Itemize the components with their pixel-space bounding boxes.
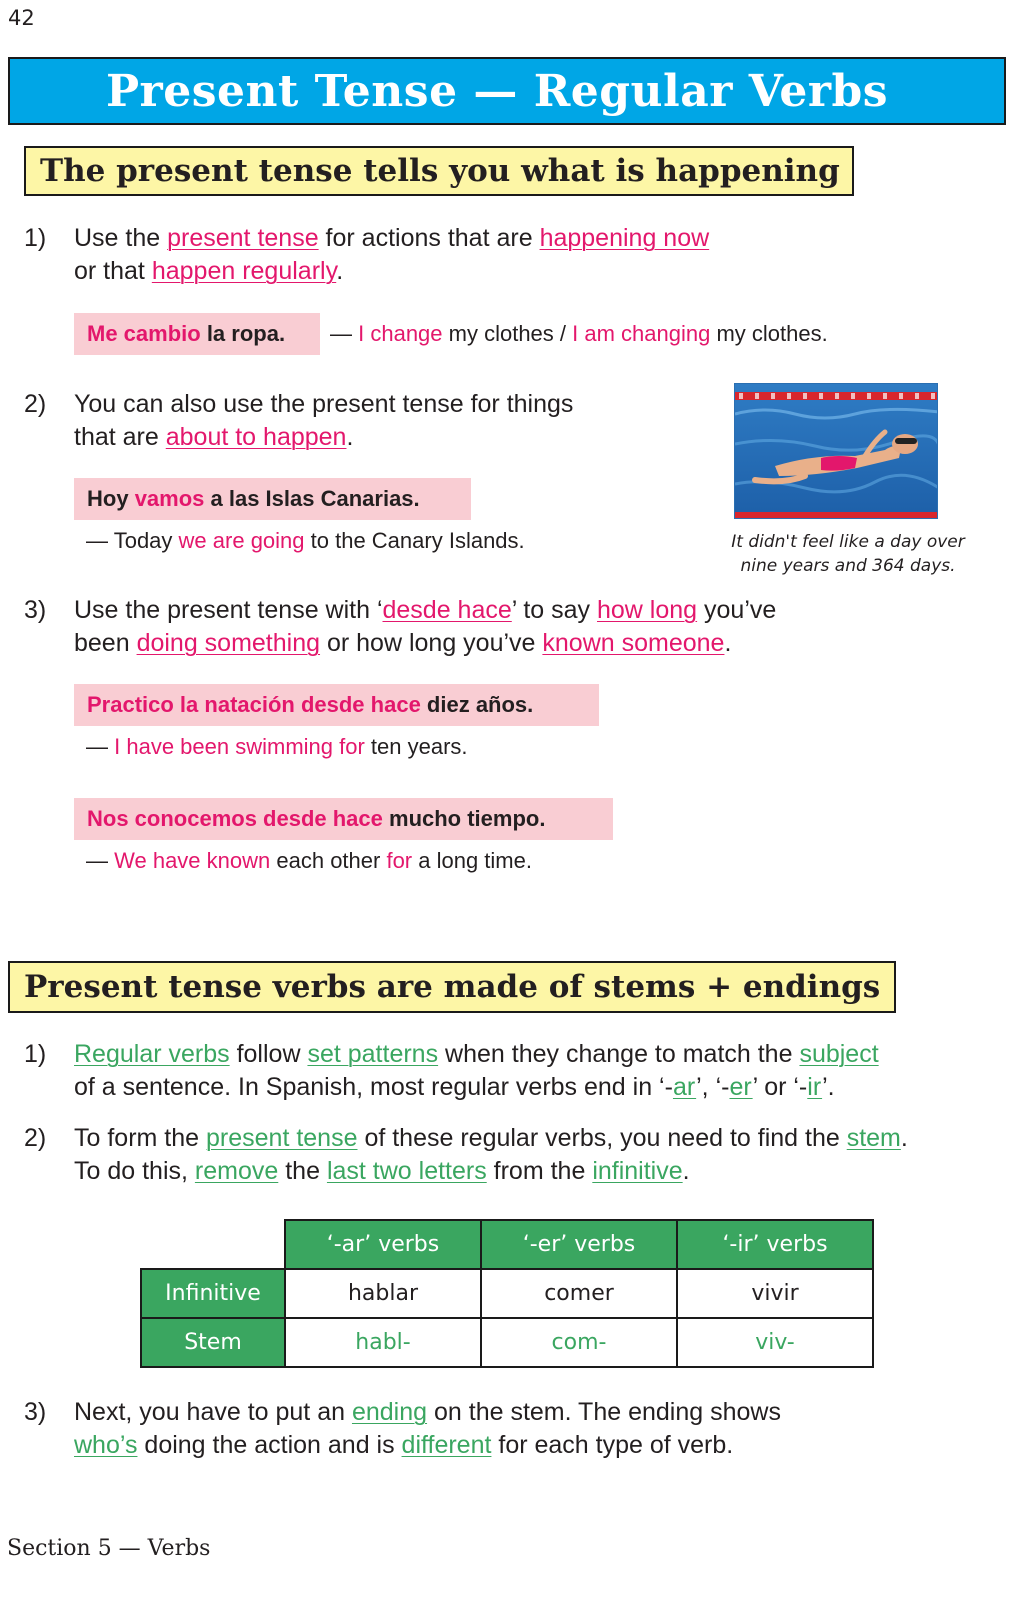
table-cell: com- <box>481 1318 677 1367</box>
point-text <box>74 1038 879 1104</box>
text: that are <box>74 423 166 451</box>
text: to the Canary Islands. <box>304 528 525 553</box>
footer-section-label: Section 5 — Verbs <box>7 1536 211 1561</box>
point-number: 3) <box>24 1398 47 1426</box>
point-text <box>74 594 776 660</box>
translation-highlight: We have known <box>114 848 271 873</box>
text: . <box>724 629 732 657</box>
table-cell: vivir <box>677 1269 873 1318</box>
keyword-set-patterns: set patterns <box>307 1040 439 1068</box>
table-cell: comer <box>481 1269 677 1318</box>
title-bar <box>8 57 1006 125</box>
page-number: 42 <box>8 6 35 30</box>
table-corner <box>141 1220 285 1269</box>
text: To do this, <box>74 1157 195 1185</box>
example-text: diez años. <box>420 692 534 717</box>
example-box-nos-conocemos <box>74 798 613 840</box>
text: the <box>278 1157 327 1185</box>
keyword-subject: subject <box>799 1040 879 1068</box>
example-text: a las Islas Canarias. <box>204 486 420 511</box>
text: for actions that are <box>318 224 540 252</box>
text: ’ or ‘- <box>752 1073 808 1101</box>
section-heading-present-tense: The present tense tells you what is happening <box>24 146 854 196</box>
keyword-doing-something: doing something <box>136 629 321 657</box>
table-cell: habl- <box>285 1318 481 1367</box>
text: you’ve <box>697 596 777 624</box>
text: each other <box>270 848 387 873</box>
caption-line: nine years and 364 days. <box>740 556 956 576</box>
table-row-label-infinitive: Infinitive <box>141 1269 285 1318</box>
translation-highlight: I have been swimming for <box>114 734 365 759</box>
text: Use the <box>74 224 168 252</box>
keyword-stem: stem <box>846 1124 901 1152</box>
text: — <box>330 321 359 346</box>
translation-highlight: I change <box>358 321 443 346</box>
table-row <box>141 1269 873 1318</box>
point-2-find-stem <box>24 1122 1004 1192</box>
text: — <box>86 848 115 873</box>
keyword-how-long: how long <box>597 596 698 624</box>
text: Use the present tense with ‘ <box>74 596 383 624</box>
table-cell: hablar <box>285 1269 481 1318</box>
translation-highlight: for <box>386 848 413 873</box>
point-number: 3) <box>24 596 47 624</box>
table-cell: viv- <box>677 1318 873 1367</box>
example-text: mucho tiempo. <box>382 806 546 831</box>
caption-line: It didn't feel like a day over <box>731 532 965 552</box>
text: . <box>336 257 344 285</box>
page-title: Present Tense — Regular Verbs <box>105 66 889 117</box>
text: doing the action and is <box>137 1431 402 1459</box>
keyword-infinitive: infinitive <box>592 1157 683 1185</box>
keyword-happening-now: happening now <box>539 224 710 252</box>
table-header-er: ‘-er’ verbs <box>481 1220 677 1269</box>
keyword-known-someone: known someone <box>542 629 725 657</box>
example-text: Hoy <box>87 486 135 511</box>
example-translation-2 <box>86 526 525 556</box>
example-text: la ropa. <box>200 321 286 346</box>
text: my clothes. <box>710 321 828 346</box>
section-heading-stems-endings: Present tense verbs are made of stems + endings <box>8 961 896 1013</box>
point-text <box>74 1396 781 1462</box>
point-3-desde-hace <box>24 594 824 664</box>
point-3-ending <box>24 1396 924 1466</box>
point-text <box>74 388 573 454</box>
translation-highlight: we are going <box>178 528 305 553</box>
text: of a sentence. In Spanish, most regular verbs end in ‘- <box>74 1073 673 1101</box>
text: To form the <box>74 1124 206 1152</box>
text: a long time. <box>412 848 532 873</box>
text: ’ to say <box>511 596 597 624</box>
text: ’. <box>822 1073 835 1101</box>
keyword-present-tense: present tense <box>206 1124 358 1152</box>
swimmer-icon <box>735 384 938 519</box>
table-header-ir: ‘-ir’ verbs <box>677 1220 873 1269</box>
keyword-happen-regularly: happen regularly <box>151 257 337 285</box>
swimmer-photo <box>734 383 938 519</box>
keyword-about-to-happen: about to happen <box>165 423 347 451</box>
example-highlight: Nos conocemos desde hace <box>87 806 383 831</box>
example-box-hoy-vamos <box>74 478 471 520</box>
example-translation-1 <box>330 319 828 349</box>
text: . <box>900 1124 908 1152</box>
table-row <box>141 1318 873 1367</box>
text: ten years. <box>364 734 468 759</box>
verb-stem-table <box>140 1219 874 1368</box>
point-text <box>74 1122 908 1188</box>
table-row-label-stem: Stem <box>141 1318 285 1367</box>
text: You can also use the present tense for things <box>74 390 574 418</box>
point-2-about-to-happen <box>24 388 674 458</box>
keyword-desde-hace: desde hace <box>382 596 512 624</box>
keyword-ir: ir <box>807 1073 823 1101</box>
text: from the <box>486 1157 593 1185</box>
text: for each type of verb. <box>491 1431 734 1459</box>
keyword-present-tense: present tense <box>167 224 319 252</box>
text: — <box>86 734 115 759</box>
example-highlight: vamos <box>134 486 205 511</box>
translation-highlight: I am changing <box>572 321 711 346</box>
point-number: 1) <box>24 224 47 252</box>
example-translation-3 <box>86 732 468 762</box>
photo-caption <box>708 530 988 578</box>
text: of these regular verbs, you need to find the <box>357 1124 847 1152</box>
text: or how long you’ve <box>320 629 543 657</box>
example-box-practico <box>74 684 599 726</box>
text: or that <box>74 257 152 285</box>
keyword-ending: ending <box>351 1398 428 1426</box>
text: my clothes / <box>442 321 573 346</box>
keyword-regular-verbs: Regular verbs <box>74 1040 230 1068</box>
text: when they change to match the <box>438 1040 800 1068</box>
example-highlight: Me cambio <box>87 321 201 346</box>
table-header-row <box>141 1220 873 1269</box>
table-header-ar: ‘-ar’ verbs <box>285 1220 481 1269</box>
point-text <box>74 222 709 288</box>
text: — Today <box>86 528 179 553</box>
example-box-me-cambio <box>74 313 320 355</box>
text: Next, you have to put an <box>74 1398 352 1426</box>
point-1-present-tense <box>24 222 824 292</box>
text: ’, ‘- <box>696 1073 730 1101</box>
keyword-different: different <box>401 1431 492 1459</box>
text: . <box>682 1157 690 1185</box>
text: been <box>74 629 137 657</box>
keyword-whos: who’s <box>74 1431 138 1459</box>
point-number: 2) <box>24 1124 47 1152</box>
text: on the stem. The ending shows <box>427 1398 781 1426</box>
text: . <box>346 423 354 451</box>
text: follow <box>229 1040 308 1068</box>
keyword-ar: ar <box>672 1073 697 1101</box>
keyword-last-two-letters: last two letters <box>326 1157 487 1185</box>
keyword-remove: remove <box>194 1157 279 1185</box>
point-number: 1) <box>24 1040 47 1068</box>
point-number: 2) <box>24 390 47 418</box>
example-highlight: Practico la natación desde hace <box>87 692 421 717</box>
keyword-er: er <box>729 1073 753 1101</box>
example-translation-4 <box>86 846 532 876</box>
point-1-regular-verbs <box>24 1038 984 1108</box>
